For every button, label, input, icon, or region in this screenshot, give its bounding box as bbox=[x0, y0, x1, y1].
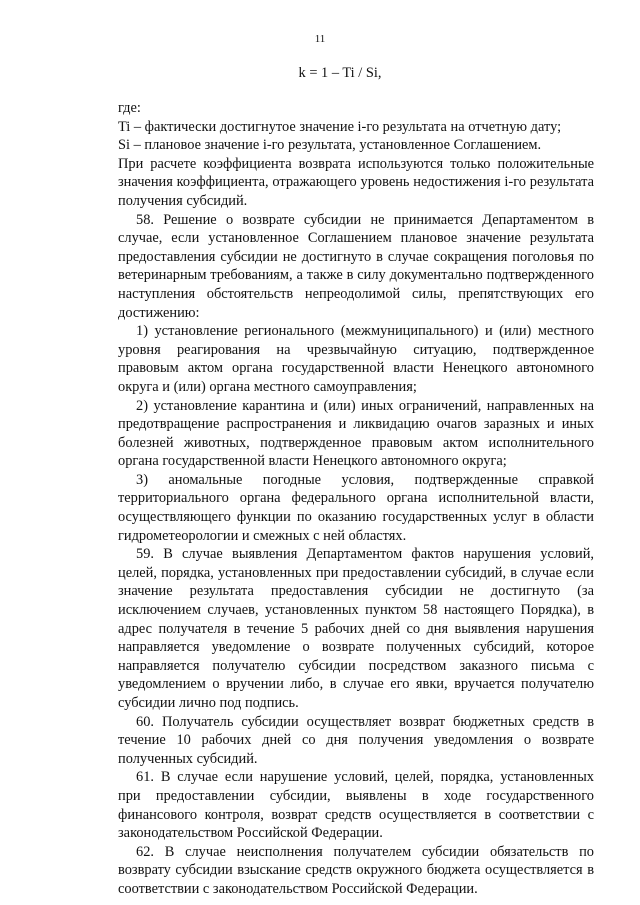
paragraph-58-item-2: 2) установление карантина и (или) иных ограничений, направленных на предотвращение распространения и ликвидацию очагов заразных и иных болезней животных, подтвержденное правовым актом исполнительного органа государственной власти Ненецкого автономного округа; bbox=[118, 397, 594, 470]
paragraph-58-item-3: 3) аномальные погодные условия, подтвержденные справкой территориального органа федерального органа исполнительной власти, осуществляющего функции по оказанию государственных услуг в области гидрометеорологии и смежных с ней областях. bbox=[118, 471, 594, 544]
paragraph-58: 58. Решение о возврате субсидии не принимается Департаментом в случае, если установленное Соглашением плановое значение результата предоставления субсидии не достигнуто в случае сокращения поголовья по ветеринарным требованиям, а также в силу документально подтвержденного наступления обстоятельств непреодолимой силы, препятствующих его достижению: bbox=[118, 211, 594, 321]
paragraph-60: 60. Получатель субсидии осуществляет возврат бюджетных средств в течение 10 рабочих дней со дня получения уведомления о возврате полученных субсидий. bbox=[118, 713, 594, 767]
paragraph-59: 59. В случае выявления Департаментом фактов нарушения условий, целей, порядка, установленных при предоставлении субсидий, в случае если значение результата предоставления субсидии не достигнуто (за исключением случаев, установленных пунктом 58 настоящего Порядка), в адрес получателя в течение 5 рабочих дней со дня выявления нарушения направляется уведомление о возврате полученных субсидий, которое направляется получателю субсидии посредством заказного письма с уведомлением о вручении либо, в случае его явки, вручается получателю субсидии лично под подпись. bbox=[118, 546, 594, 711]
paragraph-coefficient-note: При расчете коэффициента возврата используются только положительные значения коэффициента, отражающего уровень недостижения i-го результата получения субсидий. bbox=[118, 155, 594, 209]
paragraph-58-item-1: 1) установление регионального (межмуниципального) и (или) местного уровня реагирования на чрезвычайную ситуацию, подтвержденное правовым актом органа государственной власти Ненецкого автономного округа и (или) органа местного самоуправления; bbox=[118, 323, 594, 395]
paragraph-62: 62. В случае неисполнения получателем субсидии обязательств по возврату субсидии взыскание средств окружного бюджета осуществляется в соответствии с законодательством Российской Федерации. bbox=[118, 843, 594, 897]
formula: k = 1 – Ti / Si, bbox=[298, 65, 382, 81]
definition-si: Si – плановое значение i-го результата, установленное Соглашением. bbox=[118, 137, 542, 154]
document-body bbox=[118, 99, 594, 899]
where-label: где: bbox=[118, 100, 141, 116]
page-number: 11 bbox=[314, 33, 326, 45]
definition-ti: Ti – фактически достигнутое значение i-го результата на отчетную дату; bbox=[118, 118, 562, 135]
paragraph-61: 61. В случае если нарушение условий, целей, порядка, установленных при предоставлении субсидии, выявлены в ходе государственного финансового контроля, возврат средств осуществляется в соответствии с законодательством Российской Федерации. bbox=[118, 769, 594, 842]
